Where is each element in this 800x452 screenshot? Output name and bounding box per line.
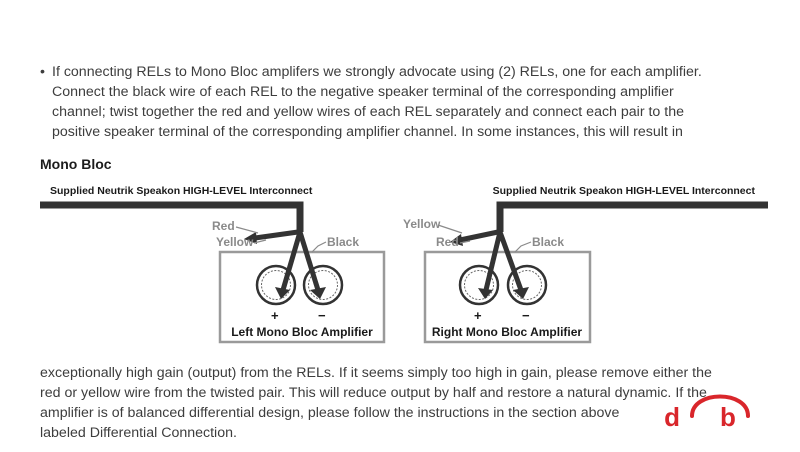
paragraph-line: amplifier is of balanced differential design, please follow the instructions in the section above	[40, 405, 620, 421]
left-interconnect-cable	[40, 205, 300, 232]
right-yellow-leader	[438, 225, 462, 233]
left-black-label: Black	[327, 235, 360, 249]
paragraph-line: red or yellow wire from the twisted pair. This will reduce output by half and restore a natural dynamic. If the	[40, 385, 707, 401]
right-minus-sign: −	[522, 308, 530, 323]
left-red-leader	[236, 227, 258, 233]
paragraph-line: channel; twist together the red and yellow wires of each REL separately and connect each pair to the	[52, 104, 684, 120]
section-heading: Mono Bloc	[40, 156, 112, 172]
right-red-yellow-wire	[460, 232, 498, 240]
left-interconnect-label: Supplied Neutrik Speakon HIGH-LEVEL Interconnect	[50, 185, 313, 197]
right-interconnect-cable	[500, 205, 768, 232]
right-diagram	[403, 185, 768, 342]
left-minus-sign: −	[318, 308, 326, 323]
paragraph-line: Connect the black wire of each REL to the negative speaker terminal of the corresponding amplifier	[52, 84, 674, 100]
left-diagram	[40, 185, 384, 342]
left-negative-terminal	[304, 266, 342, 304]
logo-letters: db	[664, 402, 776, 432]
right-interconnect-label: Supplied Neutrik Speakon HIGH-LEVEL Interconnect	[492, 185, 755, 197]
left-plus-sign: +	[271, 308, 279, 323]
paragraph-line: positive speaker terminal of the corresponding amplifier channel. In some instances, this will result in	[52, 124, 683, 140]
db-headphones-logo-icon	[664, 380, 776, 432]
right-black-label: Black	[532, 235, 565, 249]
right-black-leader	[515, 242, 531, 252]
bullet: •	[40, 64, 45, 80]
right-amplifier-label: Right Mono Bloc Amplifier	[431, 325, 583, 339]
left-red-label: Red	[212, 219, 235, 233]
paragraph-line: exceptionally high gain (output) from the RELs. If it seems simply too high in gain, please remove either the	[40, 365, 712, 381]
paragraph-line: labeled Differential Connection.	[40, 425, 237, 441]
left-amplifier-label: Left Mono Bloc Amplifier	[231, 325, 373, 339]
right-plus-sign: +	[474, 308, 482, 323]
right-yellow-label: Yellow	[403, 217, 441, 231]
right-red-label: Red	[436, 235, 459, 249]
left-red-yellow-wire	[255, 232, 298, 238]
left-black-leader	[312, 242, 326, 252]
left-yellow-label: Yellow	[216, 235, 254, 249]
paragraph-line: If connecting RELs to Mono Bloc amplifers we strongly advocate using (2) RELs, one for each amplifier.	[52, 64, 702, 80]
